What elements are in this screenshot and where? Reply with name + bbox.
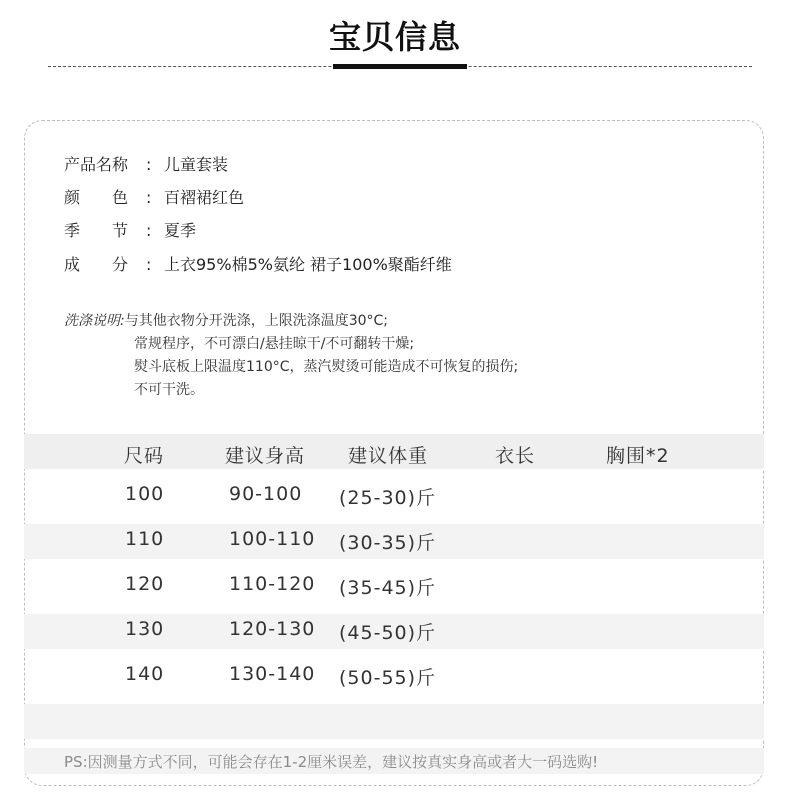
info-row-material: 成 分 : 上衣95%棉5%氨纶 裙子100%聚酯纤维	[64, 252, 452, 275]
measurement-note-text: PS:因测量方式不同，可能会存在1-2厘米误差，建议按真实身高或者大一码选购!	[64, 753, 599, 771]
wash-line: 熨斗底板上限温度110°C，蒸汽熨烫可能造成不可恢复的损伤;	[134, 359, 519, 375]
info-row-color: 颜 色 : 百褶裙红色	[64, 185, 244, 208]
table-cell: (25-30)斤	[339, 487, 437, 509]
info-label: 颜 色	[64, 188, 129, 207]
table-cell: 110-120	[229, 573, 316, 595]
wash-instructions	[64, 310, 518, 402]
table-header-cell: 胸围*2	[606, 445, 670, 467]
table-cell: 90-100	[229, 483, 303, 505]
table-cell: 130-140	[229, 663, 316, 685]
wash-line: 与其他衣物分开洗涤，上限洗涤温度30°C;	[124, 313, 389, 329]
info-row-product-name: 产品名称 : 儿童套装	[64, 152, 228, 175]
measurement-note	[24, 748, 764, 774]
table-cell: (45-50)斤	[339, 622, 437, 644]
table-header-cell: 建议身高	[225, 445, 306, 467]
info-label: 成 分	[64, 255, 129, 274]
table-header-cell: 建议体重	[348, 445, 429, 467]
table-cell: 100-110	[229, 528, 316, 550]
wash-line: 常规程序，不可漂白/悬挂晾干/不可翻转干燥;	[134, 336, 415, 352]
table-cell: 120-130	[229, 618, 316, 640]
table-header-cell: 尺码	[124, 445, 165, 467]
table-header-cell: 衣长	[495, 445, 536, 467]
info-value: 百褶裙红色	[164, 188, 245, 207]
table-cell: 110	[125, 528, 165, 550]
info-value: 儿童套装	[164, 155, 229, 174]
page-title: 宝贝信息	[328, 18, 461, 56]
info-value: 上衣95%棉5%氨纶 裙子100%聚酯纤维	[164, 255, 452, 274]
wash-line: 不可干洗。	[134, 382, 204, 398]
table-cell: 140	[125, 663, 165, 685]
title-underline-bar	[333, 64, 467, 69]
info-label: 产品名称	[64, 155, 129, 174]
table-cell: 120	[125, 573, 165, 595]
info-value: 夏季	[164, 221, 197, 240]
table-cell: (30-35)斤	[339, 532, 437, 554]
table-cell: (35-45)斤	[339, 577, 437, 599]
table-cell: 130	[125, 618, 165, 640]
table-row-stripe	[24, 704, 764, 739]
wash-label: 洗涤说明:	[64, 313, 125, 329]
table-cell: (50-55)斤	[339, 667, 437, 689]
table-cell: 100	[125, 483, 165, 505]
info-label: 季 节	[64, 221, 129, 240]
info-row-season: 季 节 : 夏季	[64, 218, 196, 241]
